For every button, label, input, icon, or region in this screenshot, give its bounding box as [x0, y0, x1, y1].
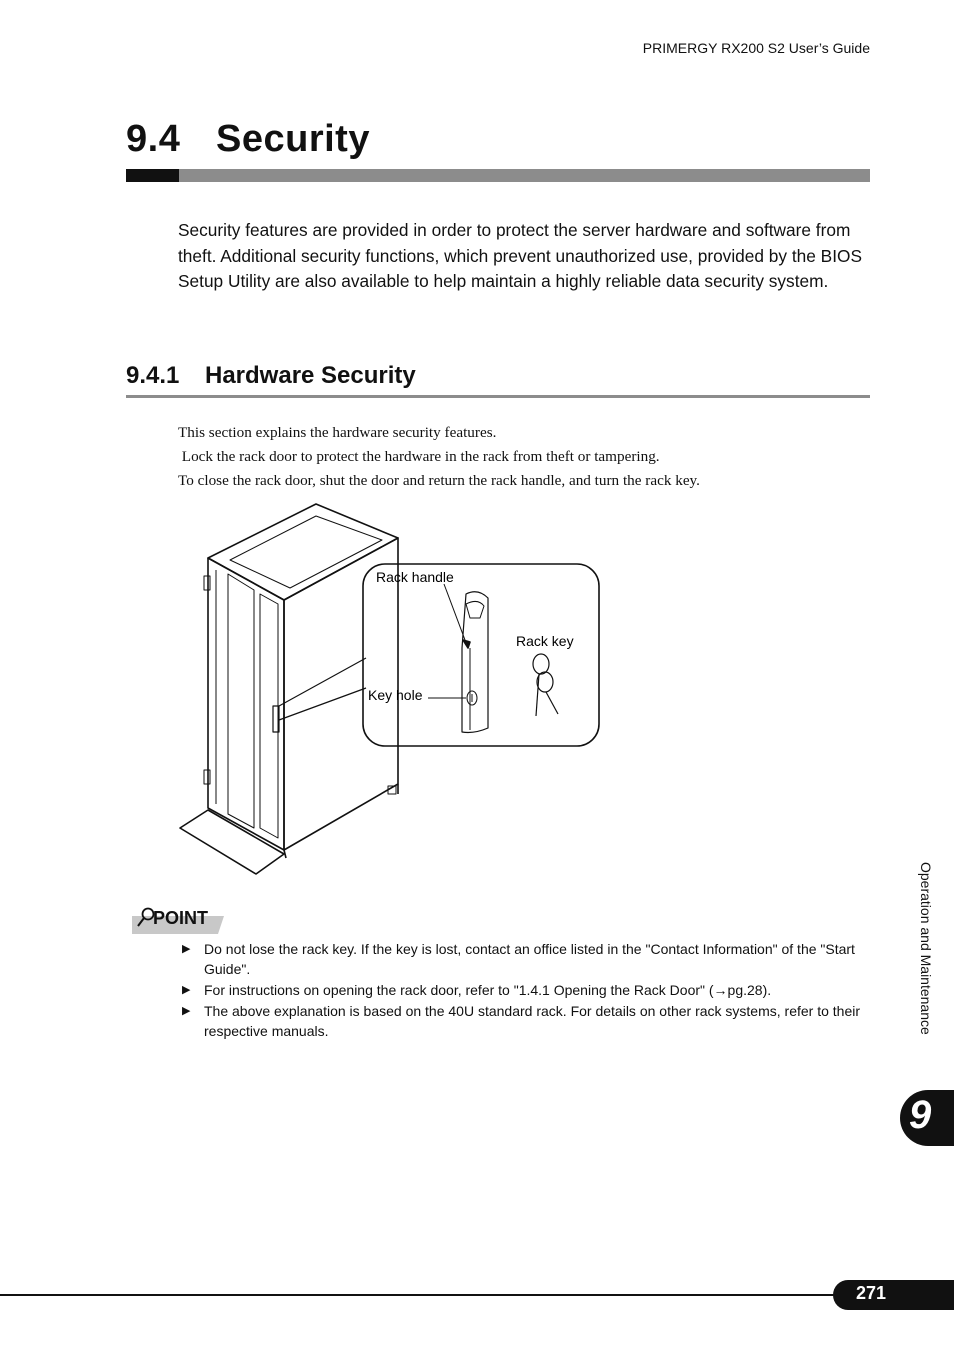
- rack-handle-label: Rack handle: [376, 569, 454, 585]
- body-line-2: Lock the rack door to protect the hardware in the rack from theft or tampering.: [178, 448, 660, 465]
- section-heading: [126, 118, 370, 161]
- point-text: The above explanation is based on the 40U standard rack. For details on other rack systems, refer to their respective manuals.: [204, 1003, 861, 1039]
- page-number: 271: [856, 1283, 887, 1303]
- page-number-tab: [833, 1280, 954, 1310]
- list-item: [182, 980, 872, 1000]
- subsection-rule: [126, 395, 870, 398]
- chapter-number: 9: [909, 1093, 932, 1137]
- bullet-icon: ▶: [182, 943, 191, 955]
- point-badge: [132, 904, 224, 934]
- chapter-side-tab-label: Operation and Maintenance: [918, 862, 934, 1035]
- body-line-1: This section explains the hardware security features.: [178, 424, 497, 441]
- chapter-side-tab: [912, 862, 942, 1072]
- section-number: 9.4: [126, 118, 181, 160]
- point-list: [182, 939, 872, 1042]
- rack-key-shape: [533, 654, 549, 674]
- key-hole-label: Key hole: [368, 687, 423, 703]
- subsection-heading: [126, 362, 416, 390]
- list-item: [182, 939, 872, 979]
- point-text: For instructions on opening the rack door, refer to "1.4.1 Opening the Rack Door" (→pg.28).: [204, 982, 772, 998]
- rack-handle-shape: [462, 592, 488, 733]
- running-header: PRIMERGY RX200 S2 User’s Guide: [642, 40, 870, 56]
- point-text: Do not lose the rack key. If the key is lost, contact an office listed in the "Contact Information" of the "Start Guide".: [204, 941, 855, 977]
- point-badge-label: POINT: [153, 908, 209, 928]
- body-line-3: To close the rack door, shut the door and return the rack handle, and turn the rack key.: [178, 472, 700, 489]
- rack-key-label: Rack key: [516, 633, 574, 649]
- rack-illustration: [170, 498, 610, 878]
- subsection-number: 9.4.1: [126, 362, 180, 389]
- section-title: Security: [216, 118, 370, 160]
- bullet-icon: ▶: [182, 1005, 191, 1017]
- heading-bar: [179, 169, 870, 182]
- footer-rule: [0, 1294, 840, 1296]
- intro-paragraph: Security features are provided in order to protect the server hardware and software from theft. Additional security functions, which prevent unauthorized use, provided by the BIOS Setup Utility are also available to help maintain a highly reliable data security system.: [178, 220, 862, 291]
- subsection-title: Hardware Security: [205, 362, 416, 389]
- bullet-icon: ▶: [182, 984, 191, 996]
- rack-front-face: [208, 558, 284, 850]
- list-item: [182, 1001, 872, 1041]
- rack-top-face: [208, 504, 398, 600]
- heading-bar-accent: [126, 169, 179, 182]
